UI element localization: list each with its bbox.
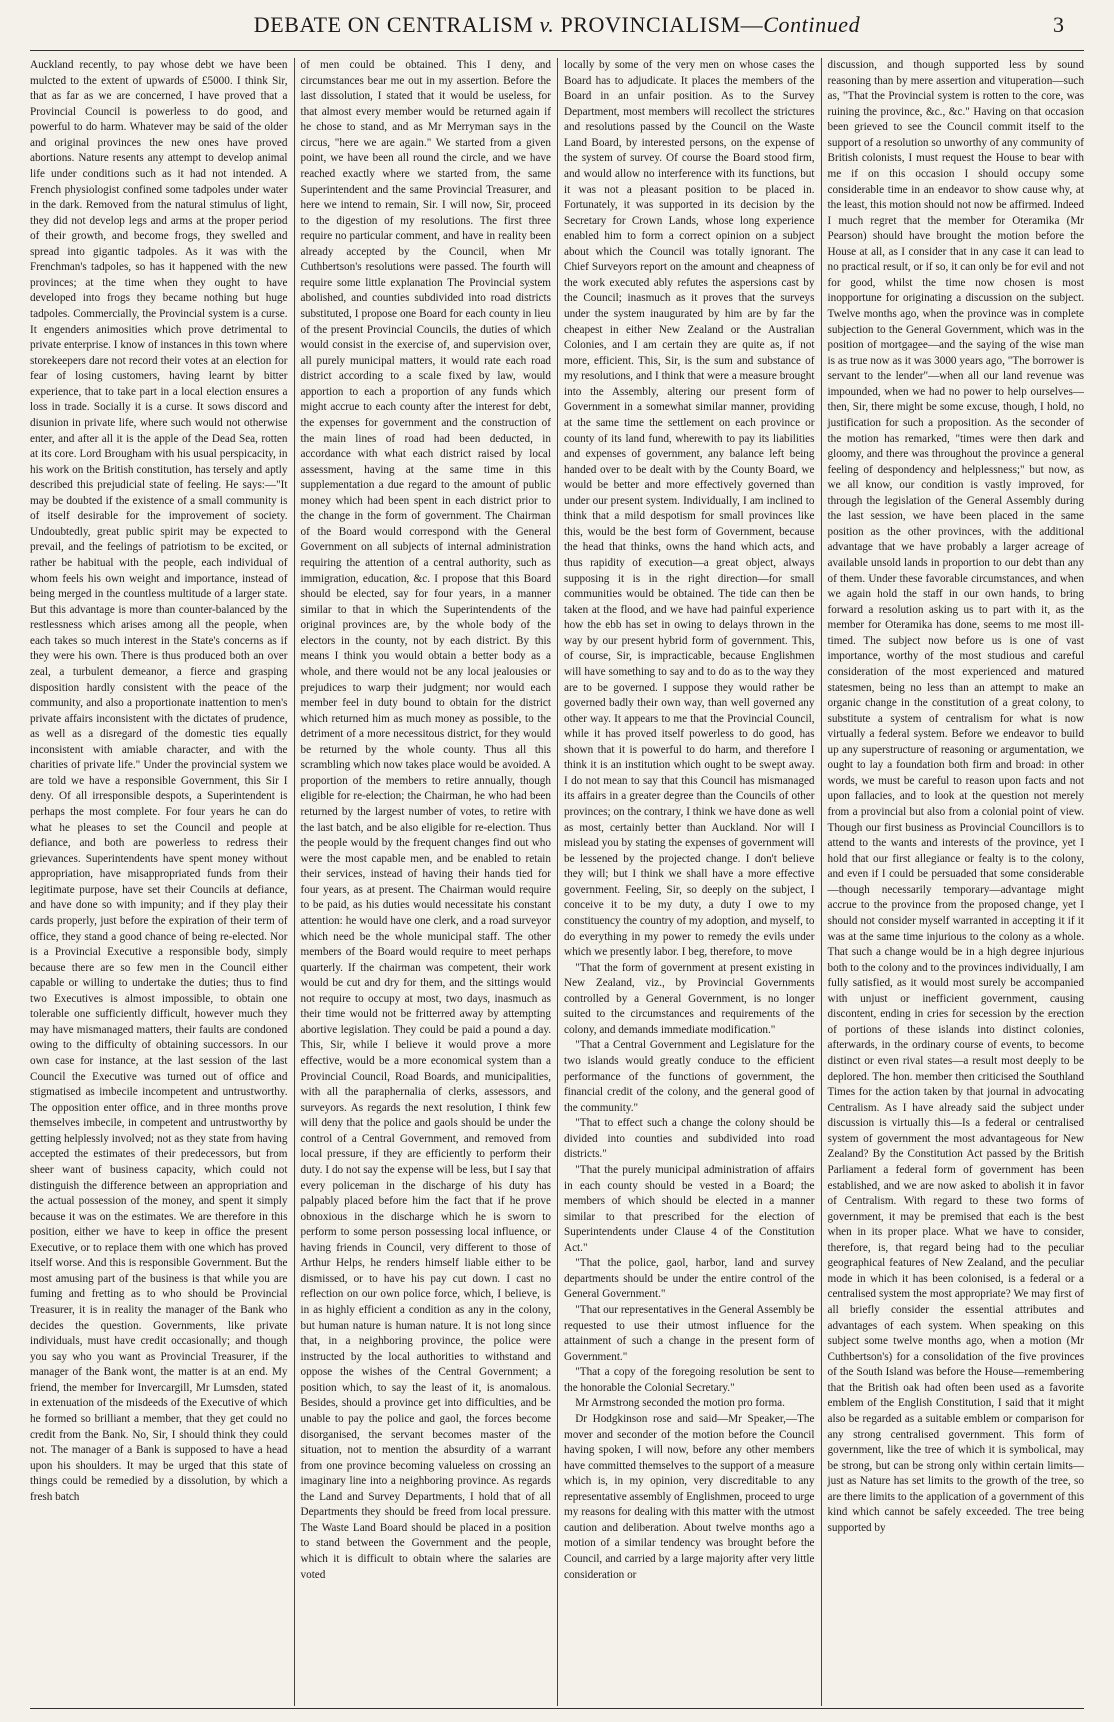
- paragraph: "That the purely municipal administration of affairs in each county should be vested in a Board; the members of which should be elected in a manner similar to that prescribed for the election of Superintendents under Clause 4 of the Constitution Act.": [564, 1163, 815, 1254]
- page-header: [0, 0, 1114, 46]
- paragraph: Mr Armstrong seconded the motion pro forma.: [575, 1397, 785, 1410]
- header-rule: [30, 50, 1084, 51]
- title-versus: v.: [539, 12, 555, 37]
- text-column-4: [821, 58, 1085, 1706]
- paragraph: "That a Central Government and Legislature for the two islands would greatly conduce to the efficient performance of the functions of government, the financial credit of the colony, and the general good of the community.": [564, 1039, 815, 1114]
- paragraph: Dr Hodgkinson rose and said—Mr Speaker,—The mover and seconder of the motion before the Council having spoken, I will now, before any other members have committed themselves to the support of a measure which is, in my opinion, very discreditable to any representative assembly of Englishmen, proceed to urge my reasons for dealing with this matter with the utmost caution and deliberation. About twelve months ago a motion of a similar tendency was brought before the Council, and carried by a large majority after very little consideration or: [564, 1412, 815, 1581]
- title-rest: PROVINCIALISM—: [560, 12, 764, 37]
- paragraph: Auckland recently, to pay whose debt we have been mulcted to the extent of upwards of £5000. I think Sir, that as far as we are concerned, I have proved that a Provincial Council is powerless to do good, and powerful to do harm. Whatever may be said of the older and original provinces the new ones have proved abortions. Nature resents any attempt to develop animal life under conditions such as it had not intended. A French physiologist confined some tadpoles under water in the dark. Removed from the natural stimulus of light, they did not develop legs and arms at the proper period of their growth, and become frogs, they swelled and spread into gigantic tadpoles. As it was with the Frenchman's tadpoles, so has it happened with the new provinces; at the time when they ought to have developed into frogs they became nothing but huge tadpoles. Commercially, the Provincial system is a curse. It engenders animosities which prove detrimental to private enterprise. I know of instances in this town where storekeepers dare not record their votes at an election for fear of losing customers, having learnt by bitter experience, that to take part in a local election ensures a loss in trade. Socially it is a curse. It sows discord and disunion in private life, where such would not otherwise enter, and after all it is the apple of the Dead Sea, rotten at its core. Lord Brougham with his usual perspicacity, in his work on the British constitution, has tersely and aptly described this prejudicial state of feeling. He says:—"It may be doubted if the existence of a small community is of itself desirable for the improvement of society. Undoubtedly, great public spirit may be expected to prevail, and the feelings of patriotism to be excited, or rather be habitual with the people, each individual of whom feels his own weight and importance, instead of being merged in the countless multitude of a larger state. But this advantage is more than counter-balanced by the restlessness which arises among all the people, when each takes so much interest in the State's concerns as if they were his own. There is thus produced both an over zeal, a turbulent demeanor, a fierce and grasping disposition hardly consistent with the peace of the community, and also a proportionate inattention to men's private affairs inconsistent with the dictates of prudence, as well as a disregard of the domestic ties equally inconsistent with amiable character, and with the charities of private life." Under the provincial system we are told we have a responsible Government, this Sir I deny. Of all irresponsible despots, a Superintendent is perhaps the most complete. For four years he can do what he pleases to set the Council and people at defiance, and both are powerless to redress their grievances. Superintendents have spent money without appropriation, have misappropriated funds from their legitimate purpose, have set their Councils at defiance, and have done so with impunity; and if they play their cards properly, just before the expiration of their term of office, they stand a good chance of being re-elected. Nor is a Provincial Executive a responsible body, simply because there are so few men in the Council either capable or willing to undertake the duties; thus to find two Executives is almost impossible, to obtain one tolerable one sufficiently difficult, however much they may have mismanaged matters, their faults are condoned owing to the difficulty of obtaining successors. In our own case for instance, at the last session of the last Council the Executive was turned out of office and stigmatised as imbecile incompetent and untrustworthy. The opposition enter office, and in three months prove themselves imbecile, in competent and untrustworthy by getting helplessly involved; not as they state from having accepted the estimates of their predecessors, but from sheer want of business capacity, which could not distinguish the difference between an appropriation and the actual possession of the money, and spent it simply because it was on the estimates. We are therefore in this position, either we have to keep in office the present Executive, or to replace them with one which has proved itself worse. And this is responsible Government. But the most amusing part of the business is that while you are fuming and fretting as to who should be Provincial Treasurer, it is in reality the manager of the Bank who decides the question. Governments, like private individuals, must have credit occasionally; and though you say who you want as Provincial Treasurer, if the manager of the Bank wont, the matter is at an end. My friend, the member for Invercargill, Mr Lumsden, stated in extenuation of the misdeeds of the Executive of which he formed so brilliant a member, that they get could no credit from the Bank. No, Sir, I should think they could not. The manager of a Bank is supposed to have a head upon his shoulders. It may be urged that this state of things could be remedied by a dissolution, by which a fresh batch: [30, 59, 288, 1503]
- paragraph: of men could be obtained. This I deny, and circumstances bear me out in my assertion. Before the last dissolution, I stated that it would be useless, for that almost every member would be returned again if he chose to stand, and as Mr Merryman says in the circus, "here we are again." We started from a given point, we have been all round the circle, and we have reached exactly where we started from, the same Superintendent and the same Provincial Treasurer, and here we intend to remain, Sir. I will now, Sir, proceed to the digestion of my resolutions. The first three require no particular comment, and have in reality been already accepted by the Council, when Mr Cuthbertson's resolutions were passed. The fourth will require some little explanation The Provincial system abolished, and counties subdivided into road districts substituted, I propose one Board for each county in lieu of the present Provincial Councils, the duties of which would consist in the exercise of, and supervision over, all purely municipal matters, it would rate each road district according to a scale fixed by law, would apportion to each a proportion of any funds which might accrue to each county after the interest for debt, the expenses for government and the construction of the main lines of road had been deducted, in accordance with what each district raised by local assessment, having at the same time in this supplementation a due regard to the amount of public money which had been spent in each district prior to the change in the form of government. The Chairman of the Board would correspond with the General Government on all subjects of internal administration requiring the attention of a central authority, such as immigration, education, &c. I propose that this Board should be elected, say for four years, in a manner similar to that in which the Superintendents of the original provinces are, by the whole body of the electors in the county, not by each district. By this means I think you would obtain a better body as a whole, and there would not be any local jealousies or prejudices to warp their judgment; nor would each member feel in duty bound to obtain for the district which returned him as much money as possible, to the detriment of a more necessitous district, for they would be returned by the whole county. Thus all this scrambling which now takes place would be avoided. A proportion of the members to retire annually, though eligible for re-election; the Chairman, he who had been returned by the largest number of votes, to retire with the last batch, and be also eligible for re-election. Thus the people would by the frequent changes find out who were the most capable men, and be enabled to retain their services, instead of having their hands tied for four years, as at present. The Chairman would require to be paid, as his duties would necessitate his constant attention: he would have one clerk, and a road surveyor which need be the whole municipal staff. The other members of the Board would require to meet perhaps quarterly. If the chairman was competent, their work would be cut and dry for them, and the sittings would not require to occupy at most, two days, inasmuch as their time would not be fritterred away by attempting abortive legislation. They could be paid a pound a day. This, Sir, while I believe it would prove a more effective, would be a more economical system than a Provincial Council, Road Boards, and municipalities, with all the paraphernalia of clerks, assessors, and surveyors. As regards the next resolution, I think few will deny that the police and gaols should be under the control of a Central Government, and removed from local pressure, if they are efficiently to perform their duty. I do not say the expense will be less, but I say that every policeman in the discharge of his duty has palpably placed before him the fact that if he prove obnoxious in the discharge which he is sworn to perform to some person possessing local influence, or having friends in Council, very different to those of Arthur Helps, he renders himself liable either to be dismissed, or to have his pay cut down. I cast no reflection on our own police force, which, I believe, is in as highly efficient a condition as any in the colony, but human nature is human nature. It is not long since that, in a neighboring province, the police were instructed by the local authorities to withstand and oppose the wishes of the Central Government; a position which, to say the least of it, is anomalous. Besides, should a province get into difficulties, and be unable to pay the police and gaol, the forces become disorganised, the servant becomes master of the situation, not to mention the absurdity of a warrant from one province becoming valueless on crossing an imaginary line into a neighboring province. As regards the Land and Survey Departments, I hold that of all Departments they should be freed from local pressure. The Waste Land Board should be placed in a position to stand between the Government and the people, which it is difficult to obtain where the salaries are voted: [300, 59, 551, 1581]
- paragraph: "That to effect such a change the colony should be divided into counties and subdivided into road districts.": [564, 1117, 815, 1161]
- title-main: DEBATE ON CENTRALISM: [253, 12, 534, 37]
- text-column-1: [30, 58, 294, 1706]
- paragraph: "That the police, gaol, harbor, land and survey departments should be under the entire control of the General Government.": [564, 1257, 815, 1301]
- paragraph: locally by some of the very men on whose cases the Board has to adjudicate. It places the members of the Board in an unfair position. As to the Survey Department, most members will recollect the strictures and resolutions passed by the Council on the Waste Land Board, by interested persons, on the expense of the system of survey. Of course the Board stood firm, and would allow no interference with its functions, but it was not a pleasant position to be placed in. Fortunately, it was supported in its decision by the Secretary for Crown Lands, whose long experience enabled him to form a correct opinion on a subject about which the Council was totally ignorant. The Chief Surveyors report on the amount and cheapness of the work executed ably refutes the aspersions cast by the Council; inasmuch as it proves that the surveys under the system inaugurated by him are by far the cheapest in either New Zealand or the Australian Colonies, and I am certain they are quite as, if not more, efficient. This, Sir, is the sum and substance of my resolutions, and I think that were a measure brought into the Assembly, altering our present form of Government in a somewhat similar manner, providing at the same time the settlement on each province or county of its land fund, wherewith to pay its liabilities and expenses of government, any balance left being handed over to be dealt with by the County Board, we would be better and more effectively governed than under our present system. Individually, I am inclined to think that a mild despotism for small provinces like this, would be the best form of Government, because the head that thinks, owns the hand which acts, and thus rapidity of execution—a great object, always supposing it is in the right direction—for small communities would be obtained. The tide can then be taken at the flood, and we have had painful experience how the ebb has set in owing to delays thrown in the way by our present hybrid form of government. This, of course, Sir, is impracticable, because Englishmen will have something to say and to do as to the way they are to be governed. I suppose they would rather be governed badly their own way, than well governed any other way. It appears to me that the Provincial Council, while it has proved itself powerless to do good, has shown that it is powerful to do harm, and therefore I think it is an institution which ought to be swept away. I do not mean to say that this Council has mismanaged its affairs in a greater degree than the Councils of other provinces; on the contrary, I think we have done as well as most, certainly better than Auckland. Nor will I mislead you by stating the expenses of government will be lessened by the projected change. I don't believe they will; but I think we shall have a more effective government. Feeling, Sir, so deeply on the subject, I conceive it to be my duty, a duty I owe to my constituency the country of my adoption, and myself, to do everything in my power to remedy the evils under which we presently labor. I beg, therefore, to move: [564, 59, 815, 959]
- text-column-2: [294, 58, 558, 1706]
- paragraph: "That the form of government at present existing in New Zealand, viz., by Provincial Governments controlled by a General Government, is no longer suited to the circumstances and requirements of the colony, and demands immediate modification.": [564, 961, 815, 1036]
- footer-rule: [30, 1708, 1084, 1709]
- paragraph: "That a copy of the foregoing resolution be sent to the honorable the Colonial Secretary.": [564, 1366, 815, 1394]
- page-title: [0, 12, 1114, 38]
- article-columns: [30, 58, 1084, 1706]
- title-continued: Continued: [763, 12, 861, 37]
- text-column-3: [557, 58, 821, 1706]
- paragraph: "That our representatives in the General Assembly be requested to use their utmost influence for the attainment of such a change in the present form of Government.": [564, 1304, 815, 1363]
- paragraph: discussion, and though supported less by sound reasoning than by mere assertion and vituperation—such as, "That the Provincial system is rotten to the core, was ruining the province, &c., &c." Having on that occasion been grieved to see the Council commit itself to the support of a resolution so unworthy of any community of British colonists, I must request the House to bear with me if on this occasion I should occupy some considerable time in an endeavor to show cause why, at the least, this motion should not now be affirmed. Indeed I much regret that the member for Oteramika (Mr Pearson) should have brought the motion before the House at all, as I consider that in any case it can lead to no practical result, or if so, it can only be for evil and not for good, whilst the time now chosen is most inopportune for originating a discussion on the subject. Twelve months ago, when the province was in complete subjection to the General Government, which was in the position of mortgagee—and the saying of the wise man is as true now as it was 3000 years ago, "The borrower is servant to the lender"—when all our land revenue was impounded, when we had no power to help ourselves—then, Sir, there might be some excuse, though, I hold, no justification for such a proposition. As the seconder of the motion has remarked, "times were then dark and gloomy, and there was throughout the province a general feeling of despondency and helplessness;" but now, as we all know, our condition is vastly improved, for through the legislation of the General Assembly during the last session, we have been placed in the same position as the other provinces, with the additional advantage that we have probably a larger acreage of available unsold lands in proportion to our debt than any of them. Under these favorable circumstances, and when we again hold the staff in our own hands, to bring forward a resolution asking us to part with it, as the member for Oteramika has done, seems to me most ill-timed. The subject now before us is one of vast importance, worthy of the most studious and careful consideration of the most experienced and matured statesmen, being no less than an attempt to make an organic change in the constitution of a great colony, to substitute a system of centralism for what is now virtually a federal system. Before we endeavor to build up any superstructure of reasoning or argumentation, we ought to lay a foundation both firm and broad: in other words, we must be careful to reason upon facts and not upon fallacies, and to look at the question not merely from a provincial but also from a colonial point of view. Though our first business as Provincial Councillors is to attend to the wants and interests of the province, yet I hold that our first allegiance or fealty is to the colony, and even if I could be persuaded that some considerable—though necessarily temporary—advantage might accrue to the province from the proposed change, yet I should not consider myself warranted in accepting it if it was at the same time injurious to the colony as a whole. That such a change would be in a high degree injurious both to the colony and to the provinces individually, I am fully satisfied, as it would most surely be accompanied with unjust or inefficient government, causing discontent, ending in cries for secession by the erection of portions of these islands into distinct colonies, afterwards, in the ordinary course of events, to become distinct or even rival states—a result most deeply to be deplored. The hon. member then criticised the Southland Times for the action taken by that journal in advocating Centralism. As I have already said the subject under discussion is virtually this—Is a federal or centralised system of government the most advantageous for New Zealand? By the Constitution Act passed by the British Parliament a federal form of government has been established, and we are now asked to abolish it in favor of Centralism. With regard to these two forms of government, it may be premised that each is the best when in its proper place. What we have to consider, therefore, is, that regard being had to the peculiar geographical features of New Zealand, and the peculiar mode in which it has been colonised, is a federal or a centralised system the most appropriate? We may first of all briefly consider the essential attributes and advantages of each system. When speaking on this subject some twelve months ago, when a motion (Mr Cuthbertson's) for a consolidation of the five provinces of the South Island was before the House—remembering that the British oak had often been used as a favorite emblem of the English Constitution, I said that it might also be regarded as a suitable emblem or comparison for any strong centralised government. This form of government, like the tree of which it is symbolical, may be strong, but can be strong only within certain limits—just as Nature has set limits to the growth of the tree, so are there limits to the application of a government of this kind which cannot be safely exceeded. The tree being supported by: [827, 59, 1084, 1534]
- page-number: 3: [1053, 12, 1064, 37]
